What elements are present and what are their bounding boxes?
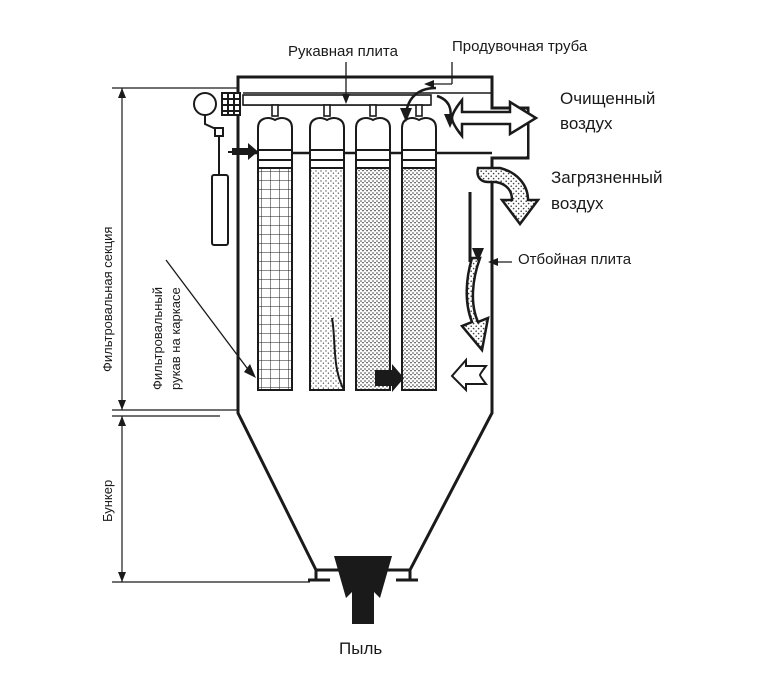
label-clean-air-line1: Очищенный [560, 89, 656, 108]
bottom-flow-arrow-outline [452, 360, 486, 390]
filter-bag-2 [310, 118, 344, 390]
filter-bag-1 [258, 118, 292, 390]
label-filter-bag-line1: Фильтровальный [150, 286, 165, 390]
label-blow-pipe: Продувочная труба [452, 38, 588, 55]
blow-pipe [243, 95, 431, 105]
dirty-air-arrow-lower [462, 258, 488, 350]
blow-pipe-valve [194, 93, 240, 136]
label-dirty-air-line2: воздух [551, 194, 604, 213]
label-filter-bag-line2: рукав на каркасе [168, 287, 183, 390]
label-dust: Пыль [339, 639, 383, 658]
label-baffle-plate: Отбойная плита [518, 251, 632, 268]
label-dirty-air-line1: Загрязненный [551, 168, 663, 187]
filter-bag-4 [402, 118, 436, 390]
label-clean-air-line2: воздух [560, 114, 613, 133]
inlet-arrow-left [232, 143, 258, 160]
dirty-air-arrow-upper [477, 168, 538, 224]
label-bag-plate: Рукавная плита [288, 43, 398, 60]
filter-bag-3 [356, 118, 390, 390]
blow-nozzles [272, 105, 422, 116]
label-bunker: Бункер [100, 479, 115, 522]
label-filter-section: Фильтровальная секция [100, 226, 115, 372]
dust-arrow [334, 556, 392, 624]
